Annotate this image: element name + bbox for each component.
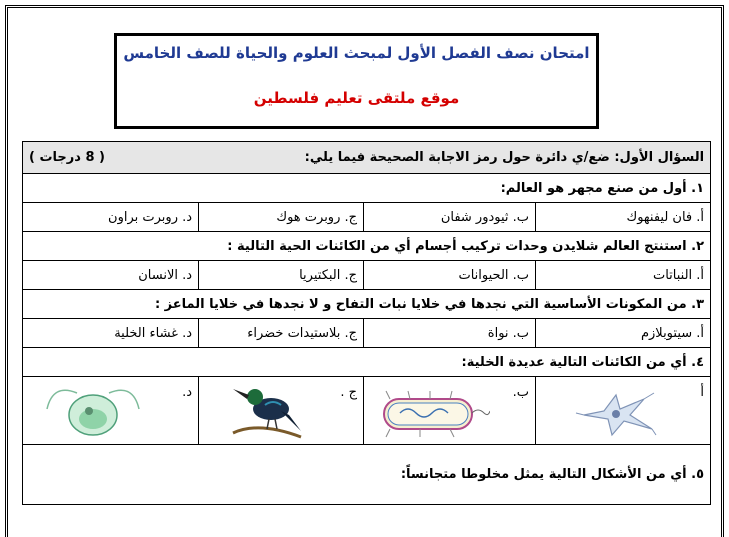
options-row xyxy=(23,319,711,348)
option[interactable]: ج. البكتيريا xyxy=(199,261,364,290)
question-stem-row xyxy=(23,232,711,261)
question-stem: ٣. من المكونات الأساسية التي نجدها في خلايا نبات التفاح و لا نجدها في خلايا الماعز : xyxy=(23,290,711,319)
option[interactable]: ب. ثيودور شفان xyxy=(364,203,536,232)
option-label: ب. xyxy=(512,385,530,400)
exam-title: امتحان نصف الفصل الأول لمبحث العلوم والحياة للصف الخامس xyxy=(123,44,590,62)
question-stem-row xyxy=(23,348,711,377)
option[interactable]: أ. سيتوبلازم xyxy=(536,319,711,348)
neuron-cell-icon xyxy=(574,385,658,439)
option[interactable]: د. غشاء الخلية xyxy=(23,319,199,348)
bacterium-icon xyxy=(370,383,490,441)
image-option[interactable] xyxy=(23,377,199,445)
question-stem-row xyxy=(23,290,711,319)
question-stem: ١. أول من صنع مجهر هو العالم: xyxy=(23,174,711,203)
question-stem: ٢. استنتج العالم شلايدن وحدات تركيب أجسام أي من الكائنات الحية التالية : xyxy=(23,232,711,261)
image-option[interactable] xyxy=(536,377,711,445)
options-row xyxy=(23,261,711,290)
option[interactable]: ج. روبرت هوك xyxy=(199,203,364,232)
image-option[interactable] xyxy=(199,377,364,445)
image-option[interactable] xyxy=(364,377,536,445)
question-stem-row xyxy=(23,445,711,505)
option[interactable]: أ. النباتات xyxy=(536,261,711,290)
option-label: د. xyxy=(182,385,193,400)
question-prompt: السؤال الأول: ضع/ي دائرة حول رمز الاجابة الصحيحة فيما يلي: xyxy=(304,150,705,165)
option-label: ج . xyxy=(340,385,358,400)
question-stem: ٥. أي من الأشكال التالية يمثل مخلوطا متجانساً: xyxy=(23,445,711,505)
exam-table xyxy=(22,141,711,505)
question-stem-row xyxy=(23,174,711,203)
option[interactable]: ج. بلاستيدات خضراء xyxy=(199,319,364,348)
question-stem: ٤. أي من الكائنات التالية عديدة الخلية: xyxy=(23,348,711,377)
option[interactable]: ب. نواة xyxy=(364,319,536,348)
title-box xyxy=(114,33,599,129)
image-options-row xyxy=(23,377,711,445)
option[interactable]: د. الانسان xyxy=(23,261,199,290)
options-row xyxy=(23,203,711,232)
bird-icon xyxy=(229,381,309,441)
option[interactable]: أ. فان ليفنهوك xyxy=(536,203,711,232)
question-header-row xyxy=(23,142,711,174)
option[interactable]: ب. الحيوانات xyxy=(364,261,536,290)
option-label: أ xyxy=(700,385,705,400)
question-grade: ( 8 درجات ) xyxy=(29,150,105,165)
alga-cell-icon xyxy=(43,383,143,441)
site-name: موقع ملتقى تعليم فلسطين xyxy=(253,89,460,107)
option[interactable]: د. روبرت براون xyxy=(23,203,199,232)
